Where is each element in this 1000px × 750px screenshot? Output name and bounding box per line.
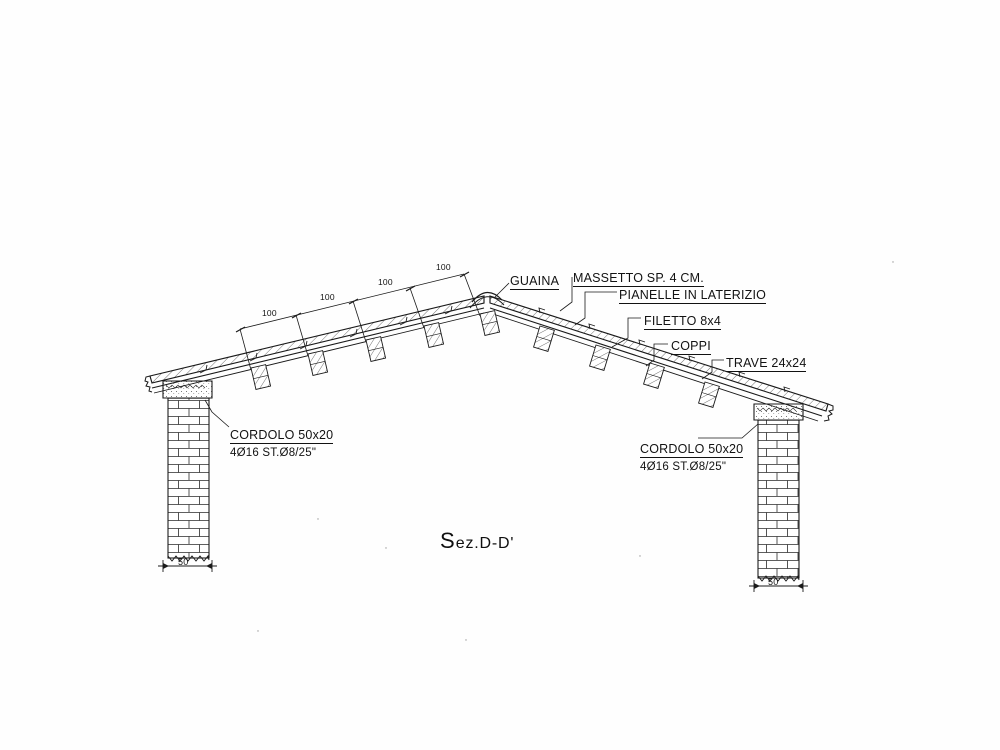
dimension-spacing-2: 100 bbox=[320, 292, 335, 302]
dimension-spacing-3: 100 bbox=[378, 277, 393, 287]
dimension-pier-width-left: 50 bbox=[178, 557, 189, 567]
dimension-pier-width-right: 50 bbox=[768, 577, 779, 587]
annotation-guaina: GUAINA bbox=[510, 274, 560, 288]
section-title bbox=[440, 528, 514, 554]
annotation-cordolo-left-label: CORDOLO 50x20 bbox=[230, 428, 334, 442]
annotation-filetto: FILETTO 8x4 bbox=[644, 314, 721, 328]
right-ring-beam bbox=[754, 404, 803, 420]
annotation-cordolo-right-label: CORDOLO 50x20 bbox=[640, 442, 744, 456]
left-pier bbox=[168, 398, 209, 561]
annotation-cordolo-right bbox=[640, 442, 743, 473]
right-pier bbox=[758, 420, 799, 581]
pier-width-dimension-right bbox=[749, 580, 808, 592]
annotation-coppi: COPPI bbox=[671, 339, 711, 353]
annotation-trave: TRAVE 24x24 bbox=[726, 356, 807, 370]
dimension-spacing-1: 100 bbox=[262, 308, 277, 318]
dimension-chain-rafters bbox=[236, 272, 480, 370]
annotation-massetto: MASSETTO SP. 4 CM. bbox=[573, 271, 704, 285]
annotation-cordolo-left bbox=[230, 428, 333, 459]
annotation-cordolo-left-rebar: 4Ø16 ST.Ø8/25" bbox=[230, 447, 317, 459]
annotation-pianelle: PIANELLE IN LATERIZIO bbox=[619, 288, 767, 302]
annotation-cordolo-right-rebar: 4Ø16 ST.Ø8/25" bbox=[640, 461, 727, 473]
dimension-spacing-4: 100 bbox=[436, 262, 451, 272]
section-title-initial: S bbox=[440, 528, 456, 553]
section-title-rest: ez.D-D' bbox=[455, 535, 515, 552]
